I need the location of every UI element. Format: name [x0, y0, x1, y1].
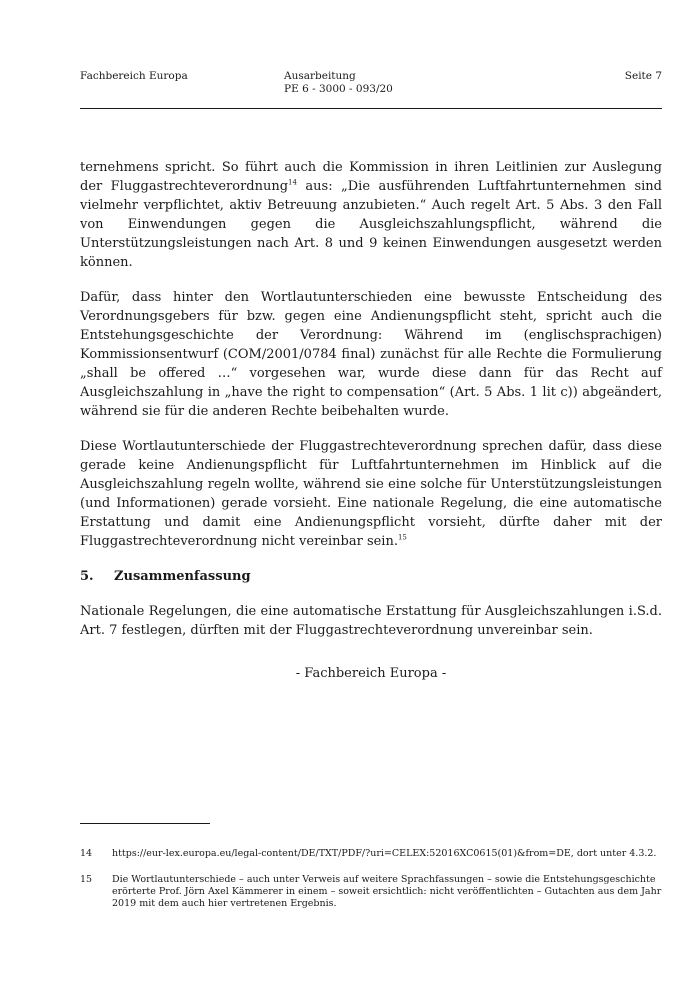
section-number: 5. [80, 569, 94, 584]
footnote-number: 15 [80, 874, 93, 885]
header-title: Ausarbeitung [284, 70, 356, 82]
header-page-number: Seite 7 [624, 70, 662, 82]
paragraph-1 [80, 158, 662, 272]
footnote-number: 14 [80, 848, 93, 859]
section-title: Zusammenfassung [114, 569, 251, 584]
paragraph-1-text-a: ternehmens spricht. So führt auch die Kommission in ihren Leitlinien zur Auslegung der Fluggastrechteverordnung [80, 160, 662, 194]
footnote-divider [80, 823, 210, 824]
footnote-text: Die Wortlautunterschiede – auch unter Verweis auf weitere Sprachfassungen – sowie die Entstehungsgeschichte erörterte Prof. Jörn Axel Kämmerer in einem – soweit ersichtlich: nicht veröffentlichten – Gutachten aus dem Jahr 2019 mit dem auch hier vertretenen Ergebnis. [112, 874, 662, 909]
paragraph-4: Nationale Regelungen, die eine automatische Erstattung für Ausgleichszahlungen i.S.d. Art. 7 festlegen, dürften mit der Fluggastrechteverordnung unvereinbar sein. [80, 604, 662, 638]
footnote-ref-15: 15 [397, 533, 407, 542]
footnote-15 [80, 874, 672, 910]
main-text [80, 158, 662, 683]
paragraph-1-text-b: aus: „Die ausführenden Luftfahrtunternehmen sind vielmehr verpflichtet, aktiv Betreuung anzubieten.“ Auch regelt Art. 5 Abs. 3 den Fall von Einwendungen gegen die Ausgleichszahlungspflicht, während die Unterstützungsleistungen nach Art. 8 und 9 keinen Einwendungen ausgesetzt werden können. [80, 179, 663, 270]
closing-signature: - Fachbereich Europa - [295, 666, 447, 681]
paragraph-3-text: Diese Wortlautunterschiede der Fluggastrechteverordnung sprechen dafür, dass diese gerade keine Andienungspflicht für Luftfahrtunternehmen im Hinblick auf die Ausgleichszahlung regeln wollte, während sie eine solche für Unterstützungsleistungen (und Informationen) gerade vorsieht. Eine nationale Regelung, die eine automatische Erstattung und damit eine Andienungspflicht vorsieht, dürfte daher mit der Fluggastrechteverordnung nicht vereinbar sein. [80, 439, 662, 549]
header-document-info [284, 70, 393, 96]
header-reference: PE 6 - 3000 - 093/20 [284, 83, 393, 95]
header-divider [80, 108, 662, 109]
footnote-text: https://eur-lex.europa.eu/legal-content/DE/TXT/PDF/?uri=CELEX:52016XC0615(01)&from=DE, dort unter 4.3.2. [112, 848, 657, 859]
section-heading [80, 567, 662, 586]
header-department: Fachbereich Europa [80, 70, 188, 82]
footnote-ref-14: 14 [288, 178, 297, 187]
paragraph-2: Dafür, dass hinter den Wortlautunterschieden eine bewusste Entscheidung des Verordnungsgebers für bzw. gegen eine Andienungspflicht steht, spricht auch die Entstehungsgeschichte der Verordnung: Während im (englischsprachigen) Kommissionsentwurf (COM/2001/0784 final) zunächst für alle Rechte die Formulierung „shall be offered …“ vorgesehen war, wurde diese dann für das Recht auf Ausgleichszahlung in „have the right to compensation“ (Art. 5 Abs. 1 lit c)) abgeändert, während sie für die anderen Rechte beibehalten wurde. [80, 290, 662, 419]
footnote-14 [80, 848, 672, 860]
paragraph-3 [80, 437, 662, 551]
